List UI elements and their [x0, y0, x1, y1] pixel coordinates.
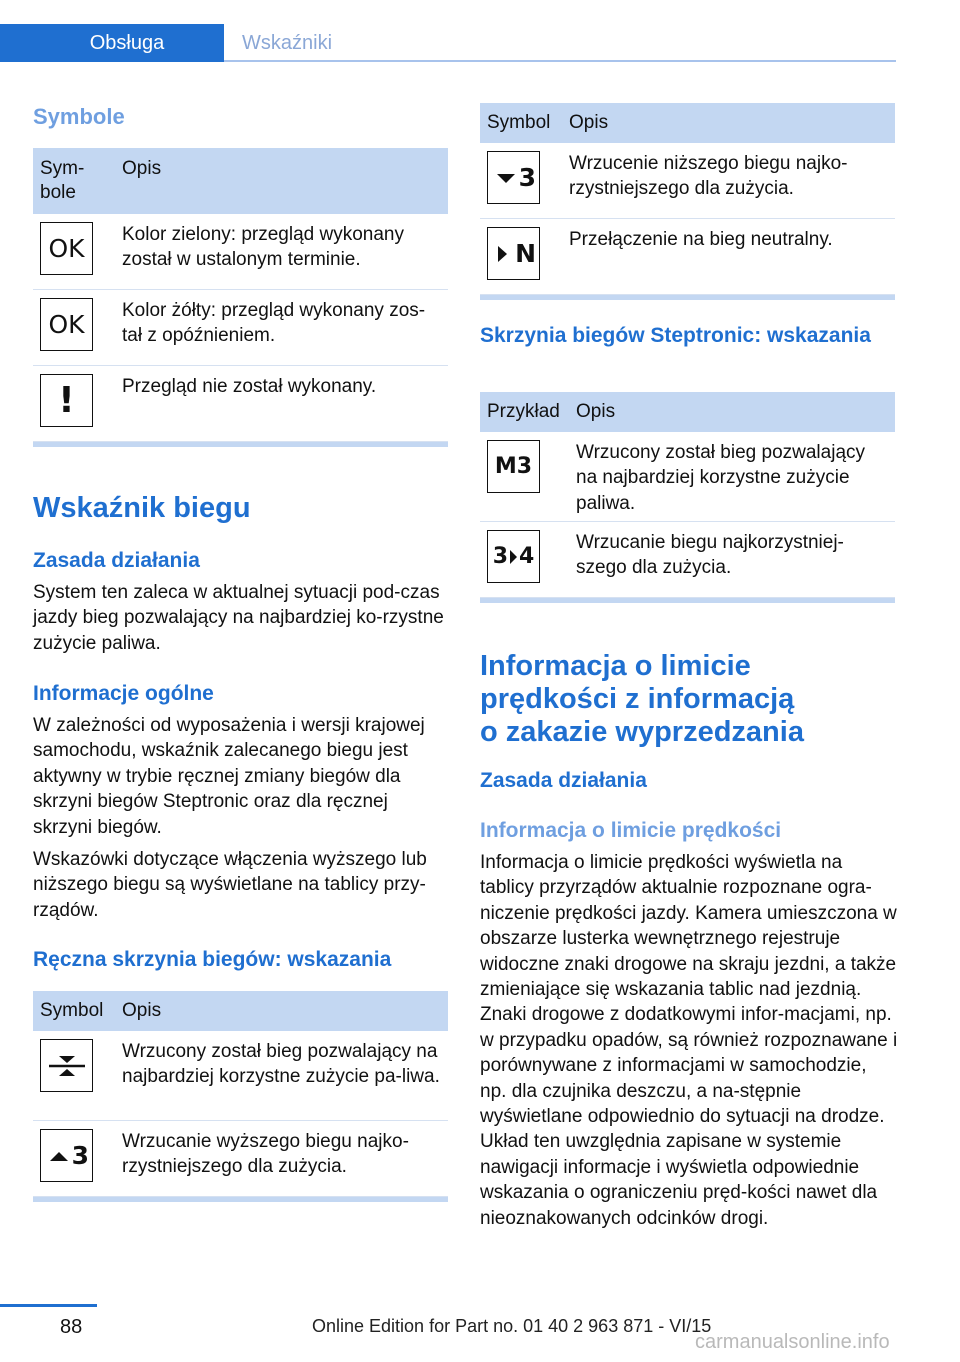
symbole-table-header — [33, 148, 448, 214]
tab-wskazniki[interactable]: Wskaźniki — [242, 31, 333, 54]
exclamation-icon: ! — [40, 374, 93, 427]
table-end-rule — [480, 598, 895, 603]
tab-obsluga-label: Obsługa — [89, 31, 165, 54]
header-divider — [224, 60, 896, 62]
table-row — [480, 432, 895, 522]
reczna-heading: Ręczna skrzynia biegów: wskazania — [33, 948, 392, 971]
gear-3-to-4-icon: 3 4 — [487, 530, 540, 583]
reczna-table-header: Symbol Opis — [33, 991, 448, 1031]
symbole-col1-header: Sym- bole — [40, 158, 85, 203]
downshift-table-header: Symbol Opis — [480, 103, 895, 143]
informacje-heading: Informacje ogólne — [33, 682, 214, 705]
row-description: Wrzucenie niższego biegu najko-rzystniejszego dla zużycia. — [569, 153, 848, 200]
symbole-table — [33, 148, 448, 447]
downshift-table — [480, 103, 895, 300]
table-row — [33, 290, 448, 366]
table-row — [480, 219, 895, 295]
row-description: Wrzucony został bieg pozwalający na najbardziej korzystne zużycie paliwa. — [576, 442, 866, 514]
row-description: Wrzucanie wyższego biegu najko-rzystniejszego dla zużycia. — [122, 1131, 409, 1178]
table-end-rule — [33, 1197, 448, 1202]
row-description: Przegląd nie został wykonany. — [122, 376, 377, 397]
tab-obsluga[interactable] — [0, 24, 224, 62]
shift-neutral-icon: N — [487, 227, 540, 280]
edition-info: Online Edition for Part no. 01 40 2 963 871 - VI/15 — [312, 1316, 712, 1336]
section-title-wskaznik-biegu: Wskaźnik biegu — [33, 492, 251, 524]
informacje-text-1: W zależności od wyposażenia i wersji krajowej samochodu, wskaźnik zalecanego biegu jest aktywny w trybie ręcznej zmiany biegów dla skrzyni biegów Steptronic oraz dla ręcznej skrzyni biegów. — [33, 715, 425, 838]
row-description: Kolor żółty: przegląd wykonany zos-tał z opóźnieniem. — [122, 300, 426, 347]
table-row — [480, 522, 895, 598]
page-number: 88 — [60, 1316, 83, 1338]
limit-heading: Informacja o limicie prędkości — [480, 819, 782, 842]
footer-rule — [0, 1304, 97, 1307]
row-description: Kolor zielony: przegląd wykonany został w ustalonym terminie. — [122, 224, 404, 271]
row-description: Wrzucanie biegu najkorzystniej-szego dla zużycia. — [576, 532, 844, 579]
steptronic-table-header: Przykład Opis — [480, 392, 895, 432]
gear-m3-icon: M3 — [487, 440, 540, 493]
informacje-text-2: Wskazówki dotyczące włączenia wyższego lub niższego biegu są wyświetlane na tablicy przy-rządów. — [33, 849, 427, 921]
symbole-heading: Symbole — [33, 104, 125, 129]
table-end-rule — [33, 442, 448, 447]
top-navigation — [0, 0, 960, 62]
ok-yellow-icon: OK — [40, 298, 93, 351]
row-description: Wrzucony został bieg pozwalający na najbardziej korzystne zużycie pa-liwa. — [122, 1041, 440, 1088]
section-title-limit: Informacja o limicie prędkości z informacją o zakazie wyprzedzania — [480, 650, 804, 748]
watermark: carmanualsonline.info — [695, 1331, 890, 1353]
reczna-table — [33, 991, 448, 1202]
row-description: Przełączenie na bieg neutralny. — [569, 229, 833, 250]
symbole-col2-header: Opis — [122, 158, 162, 179]
table-end-rule — [480, 295, 895, 300]
steptronic-table — [480, 392, 895, 603]
table-row — [33, 366, 448, 442]
table-row — [33, 1121, 448, 1197]
shift-up-icon: 3 — [40, 1129, 93, 1182]
shift-down-icon: 3 — [487, 151, 540, 204]
limit-text: Informacja o limicie prędkości wyświetla na tablicy przyrządów aktualnie rozpoznane ogra-niczenie prędkości jazdy. Kamera umieszczona w obszarze lusterka wewnętrznego rejestruje widoczne znaki drogowe na skraju jezdni, a także zmieniające się wskazania tablic nad jezdnią. Znaki drogowe z dodatkowymi infor-macjami, np. w przypadku opadów, są również rozpoznawane i porównywane z informacjami w samochodzie, np. dla czujnika deszczu, a na-stępnie wyświetlane odpowiednio do sytuacji na drodze. Układ ten uwzględnia zapisane w systemie nawigacji informacje i wyświetla odpowiednie wskazania o ograniczeniu pręd-kości nawet dla nieoznakowanych odcinków drogi. — [480, 852, 898, 1229]
steptronic-heading: Skrzynia biegów Steptronic: wskazania — [480, 324, 871, 347]
shift-optimal-icon — [40, 1039, 93, 1092]
ok-green-icon: OK — [40, 222, 93, 275]
zasada-heading: Zasada działania — [33, 549, 200, 572]
table-row — [480, 143, 895, 219]
zasada-heading-right: Zasada działania — [480, 769, 647, 792]
zasada-text: System ten zaleca w aktualnej sytuacji pod-czas jazdy bieg pozwalający na najbardziej ko-rzystne zużycie paliwa. — [33, 582, 444, 654]
table-row — [33, 214, 448, 290]
table-row — [33, 1031, 448, 1121]
